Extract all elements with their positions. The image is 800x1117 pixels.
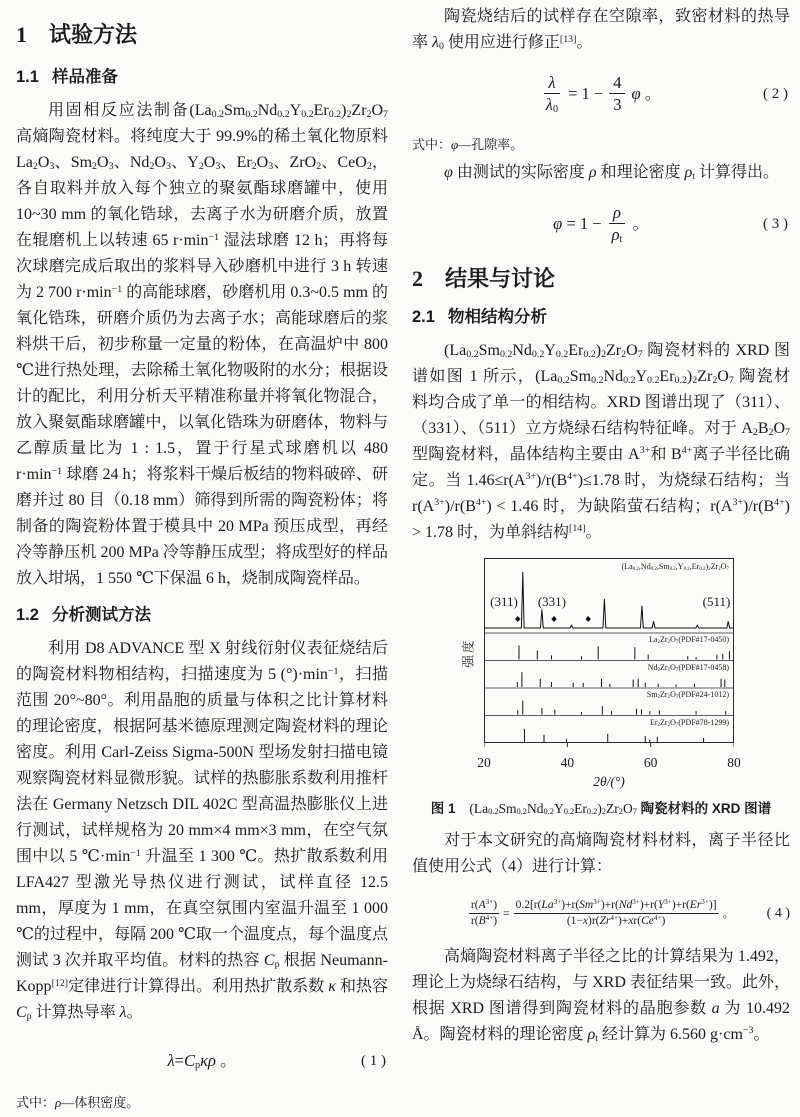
section-1-2-title: 分析测试方法 (51, 606, 151, 624)
peak-label-311: (311) (490, 593, 518, 609)
section-2-1-title: 物相结构分析 (447, 307, 547, 326)
x-tick-60: 60 (643, 754, 658, 770)
section-2-1-heading (412, 304, 790, 330)
panel-label-sm2zr2o7-reference: $Sm_2Zr_2O_7(PDF\#24-1012)$ (646, 690, 729, 701)
equation-2-rhs-fraction (609, 72, 625, 116)
section-1-1-title: 样品准备 (51, 68, 118, 86)
equation-4-lhs-fraction (469, 898, 499, 929)
y-axis-label: 强度 (461, 638, 476, 668)
equation-4-rhs-fraction (514, 898, 719, 929)
equation-4-equals: = (503, 907, 510, 920)
equation-2-tail: φ 。 (631, 83, 662, 103)
panel-label-er2zr2o7-reference: $Er_2Zr_2O_7(PDF\#78-1299)$ (649, 717, 729, 728)
section-2-title: 结果与讨论 (445, 265, 556, 291)
equation-3-lead: φ = 1 − (553, 213, 602, 233)
equation-3 (412, 202, 790, 246)
equation-4-rhs-denominator: $(1-x)r(Zr^{4+})+xr(Ce^{4+})$ (566, 914, 666, 928)
x-axis-label: 2θ/(°) (593, 773, 625, 789)
paragraph-phi-definition: φ 由测试的实际密度 ρ 和理论密度 $\rho_t$ 计算得出。 (444, 163, 780, 182)
equation-2-note: 式中：φ—孔隙率。 (412, 136, 524, 152)
equation-3-number: ( 3 ) (763, 215, 788, 232)
panel-label-sample-composition: $(La_{0.2},Nd_{0.2},Sm_{0.2},Y_{0.2},Er_{0.2})_2Zr_2O_7$ (621, 561, 729, 572)
section-2-number: 2 (412, 265, 423, 291)
figure-1-caption (412, 796, 790, 822)
section-1-title: 试验方法 (49, 22, 138, 47)
section-1-number: 1 (16, 22, 27, 47)
equation-4 (412, 894, 790, 934)
equation-1 (16, 1046, 388, 1076)
paragraph-phase-analysis: $(La_{0.2}Sm_{0.2}Nd_{0.2}Y_{0.2}Er_{0.2})_2Zr_2O_7$ 陶瓷材料的 XRD 图谱如图 1 所示，$(La_{0.2}Sm_{0.2}Nd_{0.2}Y_{0.2}Er_{0.2})_2Zr_2O_7$ 陶瓷材料均合成了单一的相结构。XRD 图谱出现了（311）、（331）、（511）立方烧绿石结构特征峰。对于 $A_2B_2O_7$ 型陶瓷材料，晶体结构主要由 $A^{3+}$和 $B^{4+}$离子半径比确定。当 $1.46\le r(A^{3+})/r(B^{4+})\le 1.78$ 时，为烧绿石结构；当 $r(A^{3+})/r(B^{4+}) < 1.46$ 时，为缺陷萤石结构；$r(A^{3+})/r(B^{4+}) > 1.78$ 时，为单斜结构[14]。 (412, 341, 790, 541)
figure-1-caption-number: 图 1 (430, 800, 456, 816)
paragraph-test-methods: 利用 D8 ADVANCE 型 X 射线衍射仪表征烧结后的陶瓷材料物相结构，扫描速度为 5 $(^\circ)\cdot\min^{-1}$，扫描范围 20°~80°。利用晶胞的质量与体积之比计算材料的理论密度，根据阿基米德原理测定陶瓷材料的理论密度。利用 Carl-Zeiss Sigma-500N 型场发射扫描电镜观察陶瓷材料显微形貌。试样的热膨胀系数利用推杆法在 Germany Netzsch DIL 402C 型高温热膨胀仪上进行测试，试样规格为 20 mm×4 mm×3 mm，在空气氛围中以 5 $℃\cdot\min^{-1}$ 升温至 1 300 ℃。热扩散系数利用 LFA427 型激光导热仪进行测试，试样直径 12.5 mm，厚度为 1 mm，在真空氛围内室温升温至 1 000 ℃的过程中，每隔 200 ℃取一个温度点，每个温度点测试 3 次并取平均值。材料的热容 $C_p$ 根据 Neumann-Kopp[12]定律进行计算得出。利用热扩散系数 κ 和热容 $C_p$ 计算热导率 λ。 (16, 640, 388, 1022)
section-1-1-number: 1.1 (16, 68, 39, 86)
x-tick-40: 40 (560, 754, 575, 770)
equation-4-lhs-denominator: $r(B^{4+})$ (470, 914, 498, 928)
equation-3-fraction (608, 202, 627, 246)
equation-4-lhs-numerator: $r(A^{3+})$ (469, 898, 499, 914)
equation-4-tail: 。 (722, 907, 735, 920)
equation-2-lhs-denominator: $\lambda_0$ (545, 95, 559, 116)
paragraph-sample-preparation: 用固相反应法制备$(La_{0.2}Sm_{0.2}Nd_{0.2}Y_{0.2}Er_{0.2})_2Zr_2O_7$高熵陶瓷材料。将纯度大于 99.9%的稀土氧化物原料 $La_2O_3$、$Sm_2O_3$、$Nd_2O_3$、$Y_2O_3$、$Er_2O_3$、ZrO$_2$、CeO$_2$，各自取料并放入每个独立的聚氨酯球磨罐中，使用 10~30 mm 的氧化锆球，去离子水为研磨介质，放置在辊磨机上以转速 65 $r\cdot\min^{-1}$ 湿法球磨 12 h；再将每次球磨完成后取出的浆料导入砂磨机中进行 3 h 转速为 2 700 $r\cdot\min^{-1}$ 的高能球磨，砂磨机用 0.3~0.5 mm 的氧化锆珠，研磨介质仍为去离子水；高能球磨后的浆料烘干后，初步称量一定量的粉体，在高温炉中 800 ℃进行热处理，去除稀土氧化物吸附的水分；根据设计的配比，利用分析天平精准称量并将氧化物混合，放入聚氨酯球磨罐中，以氧化锆珠为研磨体，物料与乙醇质量比为 1 : 1.5，置于行星式球磨机以 480 $r\cdot\min^{-1}$ 球磨 24 h；将浆料干燥后板结的物料破碎、研磨并过 80 目（0.18 mm）筛得到所需的陶瓷粉体；将制备的陶瓷粉体置于模具中 20 MPa 预压成型，再经冷等静压机 200 MPa 冷等静压成型；将成型好的样品放入坩埚，1 550 ℃下保温 6 h，烧制成陶瓷样品。 (16, 102, 388, 587)
panel-label-la2zr2o7-reference: $La_2Zr_2O_7(PDF\#17-0450)$ (649, 635, 729, 646)
section-2-1-number: 2.1 (412, 307, 435, 326)
equation-2-middle: = 1 − (568, 83, 604, 103)
equation-2-number: ( 2 ) (763, 85, 788, 102)
x-tick-20: 20 (477, 754, 491, 770)
equation-2-rhs-numerator: 4 (609, 72, 625, 94)
x-tick-80: 80 (727, 754, 741, 770)
equation-3-numerator: ρ (609, 202, 625, 224)
equation-3-tail: 。 (632, 213, 649, 233)
peak-label-331: (331) (537, 593, 566, 609)
equation-4-rhs-numerator: $0.2[r(La^{3+})+r(Sm^{3+})+r(Nd^{3+})+r(Y^{3+})+r(Er^{3+})]$ (514, 898, 719, 914)
figure-1-caption-formula: $(La_{0.2}Sm_{0.2}Nd_{0.2}Y_{0.2}Er_{0.2})_2Zr_2O_7$ (469, 800, 637, 817)
equation-2-lhs-fraction (542, 72, 562, 116)
xrd-plot (477, 558, 741, 794)
section-1-1-heading (16, 64, 388, 90)
equation-3-denominator: $\rho_t$ (611, 225, 623, 246)
equation-4-number: ( 4 ) (766, 905, 790, 921)
left-column (16, 0, 388, 1117)
section-2-heading (412, 266, 790, 292)
equation-2 (412, 72, 790, 116)
peak-label-511: (511) (702, 593, 731, 609)
figure-1 (412, 558, 790, 822)
equation-2-rhs-denominator: 3 (613, 95, 622, 115)
figure-1-caption-text: 陶瓷材料的 XRD 图谱 (640, 800, 772, 816)
equation-1-note: 式中：ρ—体积密度。 (16, 1095, 140, 1110)
paragraph-ratio-intro: 对于本文研究的高熵陶瓷材料材料，离子半径比值使用公式（4）进行计算： (412, 831, 790, 875)
paragraph-porosity-correction: 陶瓷烧结后的试样存在空隙率，致密材料的热导率 $\lambda_0$ 使用应进行修正[13]。 (412, 8, 790, 52)
equation-1-number: ( 1 ) (361, 1053, 386, 1069)
paragraph-ratio-result: 高熵陶瓷材料离子半径之比的计算结果为 1.492，理论上为烧绿石结构，与 XRD 表征结果一致。此外，根据 XRD 图谱得到陶瓷材料的晶胞参数 a 为 10.492 Å。陶瓷材料的理论密度 $\rho_t$ 经计算为 6.560 $g\cdot cm^{-3}$。 (412, 947, 790, 1044)
section-1-heading (16, 0, 388, 48)
equation-2-lhs-numerator: λ (544, 72, 559, 94)
panel-label-nd2zr2o7-reference: $Nd_2Zr_2O_7(PDF\#17-0458)$ (647, 662, 729, 673)
section-1-2-number: 1.2 (16, 606, 39, 624)
equation-1-body: $\lambda=C_p\kappa\rho$ 。 (167, 1051, 237, 1071)
section-1-2-heading (16, 602, 388, 628)
right-column (412, 0, 790, 1048)
xrd-chart-area (412, 558, 790, 794)
